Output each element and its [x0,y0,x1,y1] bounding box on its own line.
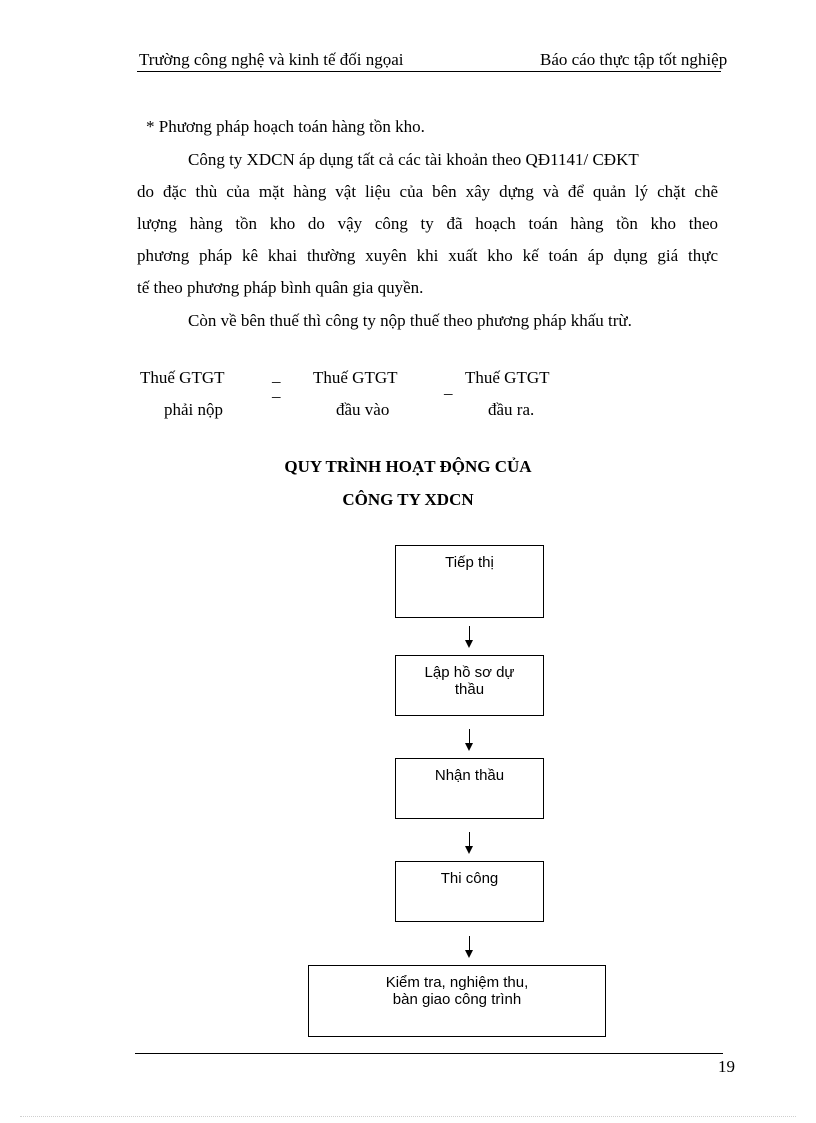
step-inspection-handover-box [308,965,606,1037]
paragraph-1-line-4: phương pháp kê khai thường xuyên khi xuất kho kế toán áp dụng giá thực [137,246,718,265]
arrow-4-head [465,950,473,958]
page-bottom-dotted-line [20,1116,796,1117]
paragraph-1-line-1: Công ty XDCN áp dụng tất cả các tài khoản theo QĐ1141/ CĐKT [188,150,639,169]
arrow-4-shaft [469,936,470,950]
step-construction-box [395,861,544,922]
formula-operator-1-top: _ [272,366,281,385]
formula-term-2-line-2: đầu vào [336,400,390,419]
header-school-name: Trường công nghệ và kinh tế đối ngọai [139,50,404,69]
step-4-label-line-1: Thi công [440,870,499,887]
header-divider [137,71,721,72]
arrow-1-head [465,640,473,648]
step-bid-preparation-box [395,655,544,716]
step-5-label-line-1: Kiểm tra, nghiệm thu, [385,974,529,991]
formula-term-2-line-1: Thuế GTGT [313,368,398,387]
diagram-title-line-1: QUY TRÌNH HOẠT ĐỘNG CỦA [284,457,532,476]
arrow-3-shaft [469,832,470,846]
page-number: 19 [718,1057,735,1076]
step-marketing-box [395,545,544,618]
step-1-label-line-1: Tiếp thị [445,554,494,571]
footer-divider [135,1053,723,1054]
header-report-title: Báo cáo thực tập tốt nghiệp [540,50,728,69]
step-contract-award-box [395,758,544,819]
diagram-title-line-2: CÔNG TY XDCN [342,490,474,509]
step-2-label-line-2: thầu [454,681,485,698]
arrow-2-head [465,743,473,751]
arrow-3-head [465,846,473,854]
formula-term-1-line-2: phải nộp [164,400,224,419]
step-5-label-line-2: bàn giao công trình [392,991,522,1008]
formula-operator-2: _ [444,378,453,397]
paragraph-1-line-5: tế theo phương pháp bình quân gia quyền. [137,278,424,297]
step-3-label-line-1: Nhận thầu [434,767,505,784]
paragraph-1-line-3: lượng hàng tồn kho do vậy công ty đã hoạch toán hàng tồn kho theo [137,214,718,233]
formula-term-3-line-2: đầu ra. [488,400,535,419]
paragraph-2: Còn về bên thuế thì công ty nộp thuế theo phương pháp khấu trừ. [188,311,632,330]
arrow-2-shaft [469,729,470,743]
arrow-1-shaft [469,626,470,640]
section-heading: * Phương pháp hoạch toán hàng tồn kho. [146,117,425,136]
step-2-label-line-1: Lập hồ sơ dự [424,664,515,681]
formula-term-1-line-1: Thuế GTGT [140,368,225,387]
paragraph-1-line-2: do đặc thù của mặt hàng vật liệu của bên xây dựng và để quản lý chặt chẽ [137,182,718,201]
formula-operator-1-bottom: _ [272,381,281,400]
formula-term-3-line-1: Thuế GTGT [465,368,550,387]
